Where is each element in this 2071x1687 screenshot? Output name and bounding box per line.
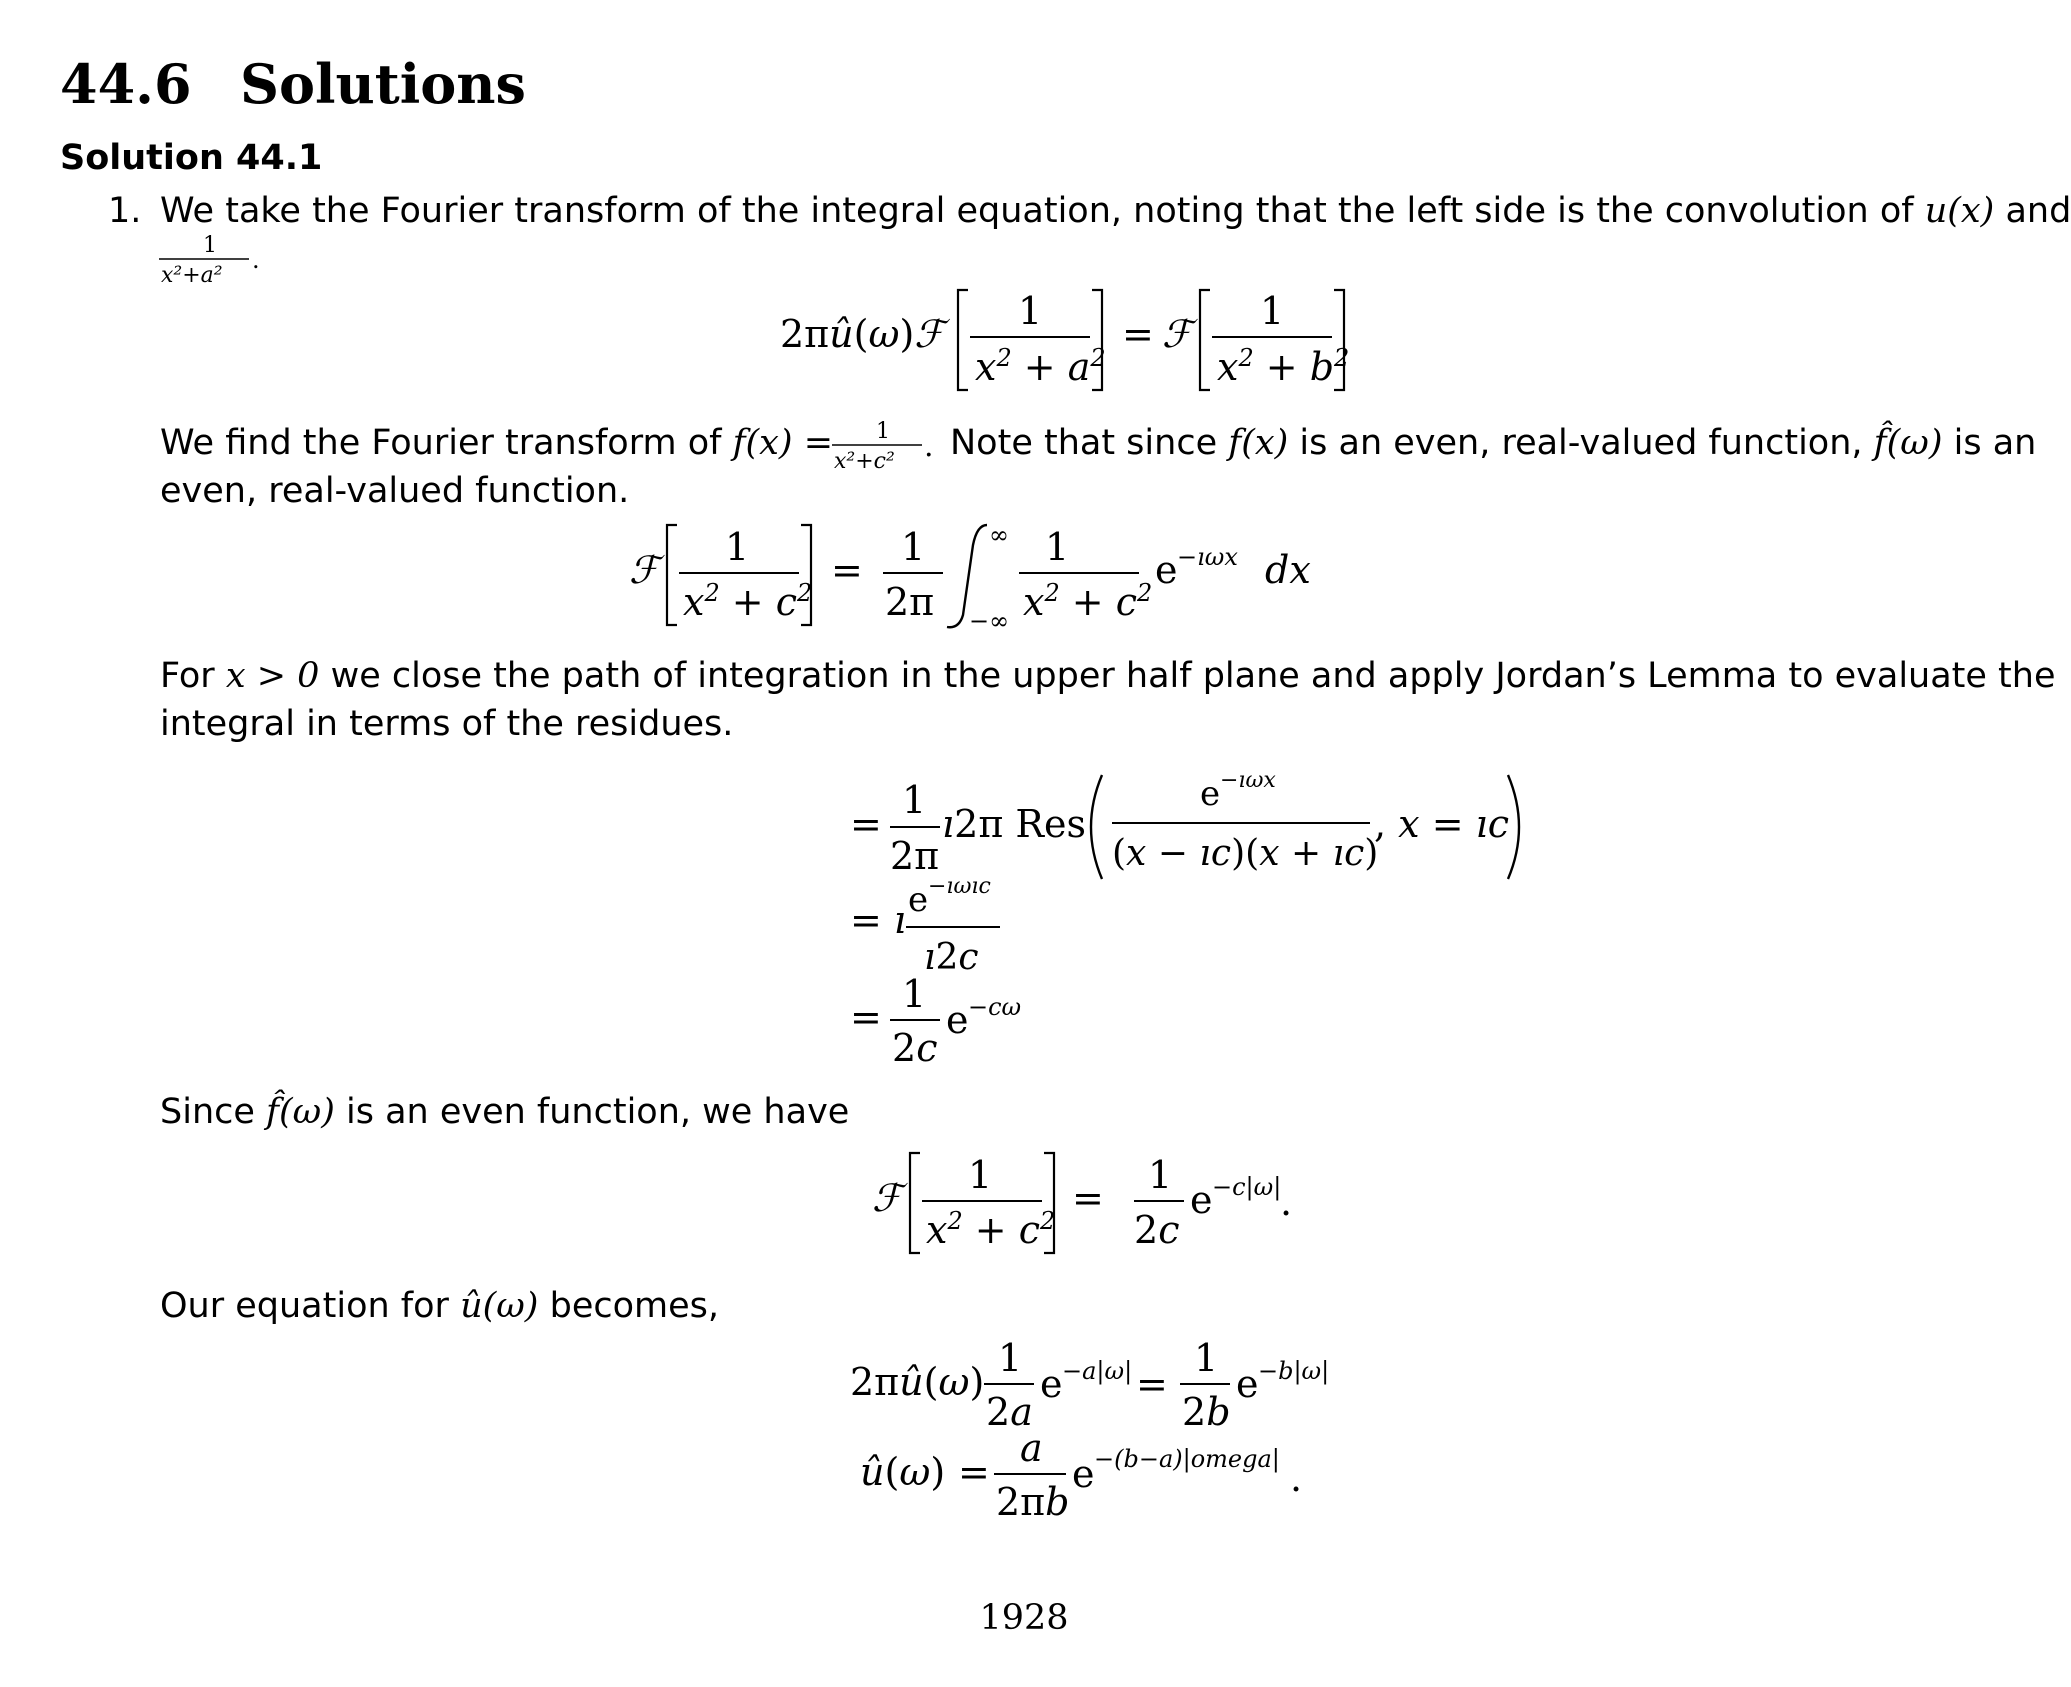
svg-text:e: e: [1236, 1362, 1259, 1406]
svg-text:ı2c: ı2c: [924, 937, 979, 978]
equation-5: [850, 1335, 1350, 1535]
svg-text:= ı: = ı: [850, 898, 907, 942]
svg-text:1: 1: [998, 1336, 1023, 1380]
svg-text:1: 1: [1148, 1153, 1173, 1197]
svg-text:1: 1: [203, 233, 217, 258]
section-title: Solutions: [240, 52, 526, 116]
svg-text:x²+c²: x²+c²: [834, 449, 895, 474]
svg-text:e: e: [946, 998, 969, 1042]
paragraph-1-and: and: [2005, 191, 2071, 231]
inline-f-eq: f(x) =: [732, 423, 834, 463]
paragraph-4-text-a: Since: [160, 1092, 255, 1132]
svg-text:ℱ: ℱ: [629, 548, 659, 592]
svg-text:−c|ω|: −c|ω|: [1212, 1173, 1282, 1201]
svg-text:e: e: [1200, 774, 1221, 814]
svg-text:−ıωx: −ıωx: [1220, 768, 1276, 793]
inline-fhat-2: f̂(ω): [266, 1092, 335, 1132]
svg-text:.: .: [1280, 1180, 1293, 1224]
item-number: 1.: [108, 191, 142, 231]
svg-text:dx: dx: [1265, 548, 1311, 592]
svg-text:ı2π Res: ı2π Res: [942, 802, 1086, 846]
svg-text:1: 1: [1260, 289, 1285, 333]
svg-text:1: 1: [725, 525, 750, 569]
svg-text:=: =: [850, 995, 882, 1039]
paragraph-1-line-1: [160, 187, 2071, 235]
page-number: 1928: [979, 1598, 1069, 1638]
svg-text:=: =: [831, 548, 863, 592]
svg-text:−ıωıc: −ıωıc: [928, 874, 991, 899]
svg-text:2πû(ω): 2πû(ω): [850, 1360, 985, 1404]
svg-text:1: 1: [902, 778, 927, 822]
paragraph-5-text-a: Our equation for: [160, 1286, 449, 1326]
svg-text:x²+a²: x²+a²: [161, 263, 223, 288]
svg-text:.: .: [1290, 1456, 1303, 1500]
svg-text:=: =: [1072, 1176, 1104, 1220]
paragraph-2-line-2: even, real-valued function.: [160, 471, 630, 511]
svg-text:(x − ıc)(x + ıc): (x − ıc)(x + ıc): [1112, 833, 1379, 874]
inline-f-of-x: f(x): [1228, 423, 1289, 463]
svg-text:e: e: [1190, 1178, 1213, 1222]
svg-text:1: 1: [901, 525, 926, 569]
section-number: 44.6: [60, 52, 192, 116]
svg-text:−cω: −cω: [968, 993, 1022, 1021]
paragraph-3-text-b: we close the path of integration in the upper half plane and apply Jordan’s Lemma to evaluate the: [330, 656, 2056, 696]
svg-text:2c: 2c: [1134, 1208, 1180, 1252]
paragraph-3-line-1: [160, 652, 2056, 700]
svg-text:e: e: [1072, 1452, 1095, 1496]
svg-text:2a: 2a: [986, 1390, 1033, 1434]
paragraph-2-text-c: is an even, real-valued function,: [1299, 423, 1863, 463]
paragraph-2-line-1: [160, 419, 833, 467]
svg-text:=: =: [1136, 1362, 1168, 1406]
paragraph-1-text: We take the Fourier transform of the integral equation, noting that the left side is the convolution of: [160, 191, 1914, 231]
equation-2: [625, 515, 1345, 635]
solution-heading: Solution 44.1: [60, 138, 323, 178]
inline-u-of-x: u(x): [1924, 191, 1995, 231]
svg-text:û(ω): û(ω): [860, 1450, 946, 1494]
svg-text:2π: 2π: [885, 580, 935, 624]
svg-text:−b|ω|: −b|ω|: [1258, 1357, 1330, 1385]
equation-3: [840, 765, 1540, 1075]
inline-uhat: û(ω): [460, 1286, 539, 1326]
svg-text:=: =: [1122, 312, 1154, 356]
inline-fraction-c: [830, 418, 940, 480]
paragraph-3-line-2: integral in terms of the residues.: [160, 704, 734, 744]
svg-text:1: 1: [1194, 1336, 1219, 1380]
svg-text:x2 + a2: $x^2 + a^2$: [975, 344, 1106, 389]
equation-4: [868, 1143, 1308, 1263]
svg-text:2π: 2π: [890, 834, 940, 878]
svg-text:2b: 2b: [1182, 1390, 1231, 1434]
svg-text:2c: 2c: [892, 1026, 938, 1070]
svg-text:−∞: −∞: [969, 607, 1010, 635]
paragraph-5-text-b: becomes,: [549, 1286, 720, 1326]
svg-text:ℱ: ℱ: [1162, 312, 1192, 356]
svg-text:.: .: [252, 246, 260, 274]
svg-text:2πb: 2πb: [996, 1480, 1070, 1524]
paragraph-2-text-b: Note that since: [950, 423, 1218, 463]
svg-text:e: e: [1040, 1362, 1063, 1406]
paragraph-2-text-d: is an: [1953, 423, 2037, 463]
svg-text:=: =: [850, 802, 882, 846]
svg-text:x2 + c2: $x^2 + c^2$: [1023, 579, 1153, 624]
paragraph-2-text-a: We find the Fourier transform of: [160, 423, 722, 463]
svg-text:ℱ: ℱ: [872, 1176, 902, 1220]
svg-text:x2 + c2: $x^2 + c^2$: [926, 1207, 1056, 1252]
svg-text:e: e: [1155, 548, 1178, 592]
svg-text:x2 + b2: $x^2 + b^2$: [1217, 344, 1350, 389]
svg-text:e: e: [908, 880, 929, 920]
svg-text:a: a: [1020, 1426, 1043, 1470]
svg-text:=: =: [958, 1450, 990, 1494]
svg-text:, x = ıc: , x = ıc: [1374, 802, 1510, 846]
svg-text:−(b−a)|omega|: −(b−a)|omega|: [1094, 1445, 1280, 1473]
svg-text:1: 1: [902, 972, 927, 1016]
svg-text:2πû(ω)ℱ: 2πû(ω)ℱ: [780, 312, 945, 356]
paragraph-2-line-1b: [950, 419, 2036, 467]
paragraph-4-text-b: is an even function, we have: [346, 1092, 850, 1132]
paragraph-5: [160, 1282, 719, 1330]
inline-fraction-a: [155, 232, 265, 292]
svg-text:∞: ∞: [989, 521, 1009, 549]
inline-fhat: f̂(ω): [1873, 423, 1943, 463]
paragraph-4: [160, 1088, 849, 1136]
svg-text:1: 1: [876, 419, 890, 444]
svg-text:.: .: [924, 429, 934, 464]
svg-text:−a|ω|: −a|ω|: [1062, 1357, 1133, 1385]
equation-1: [770, 282, 1390, 402]
svg-text:1: 1: [1045, 525, 1070, 569]
paragraph-3-text-a: For: [160, 656, 215, 696]
svg-text:−ıωx: −ıωx: [1177, 543, 1238, 571]
inline-x-gt-0: x > 0: [225, 656, 320, 696]
svg-text:1: 1: [968, 1153, 993, 1197]
svg-text:1: 1: [1018, 289, 1043, 333]
svg-text:x2 + c2: $x^2 + c^2$: [683, 579, 813, 624]
